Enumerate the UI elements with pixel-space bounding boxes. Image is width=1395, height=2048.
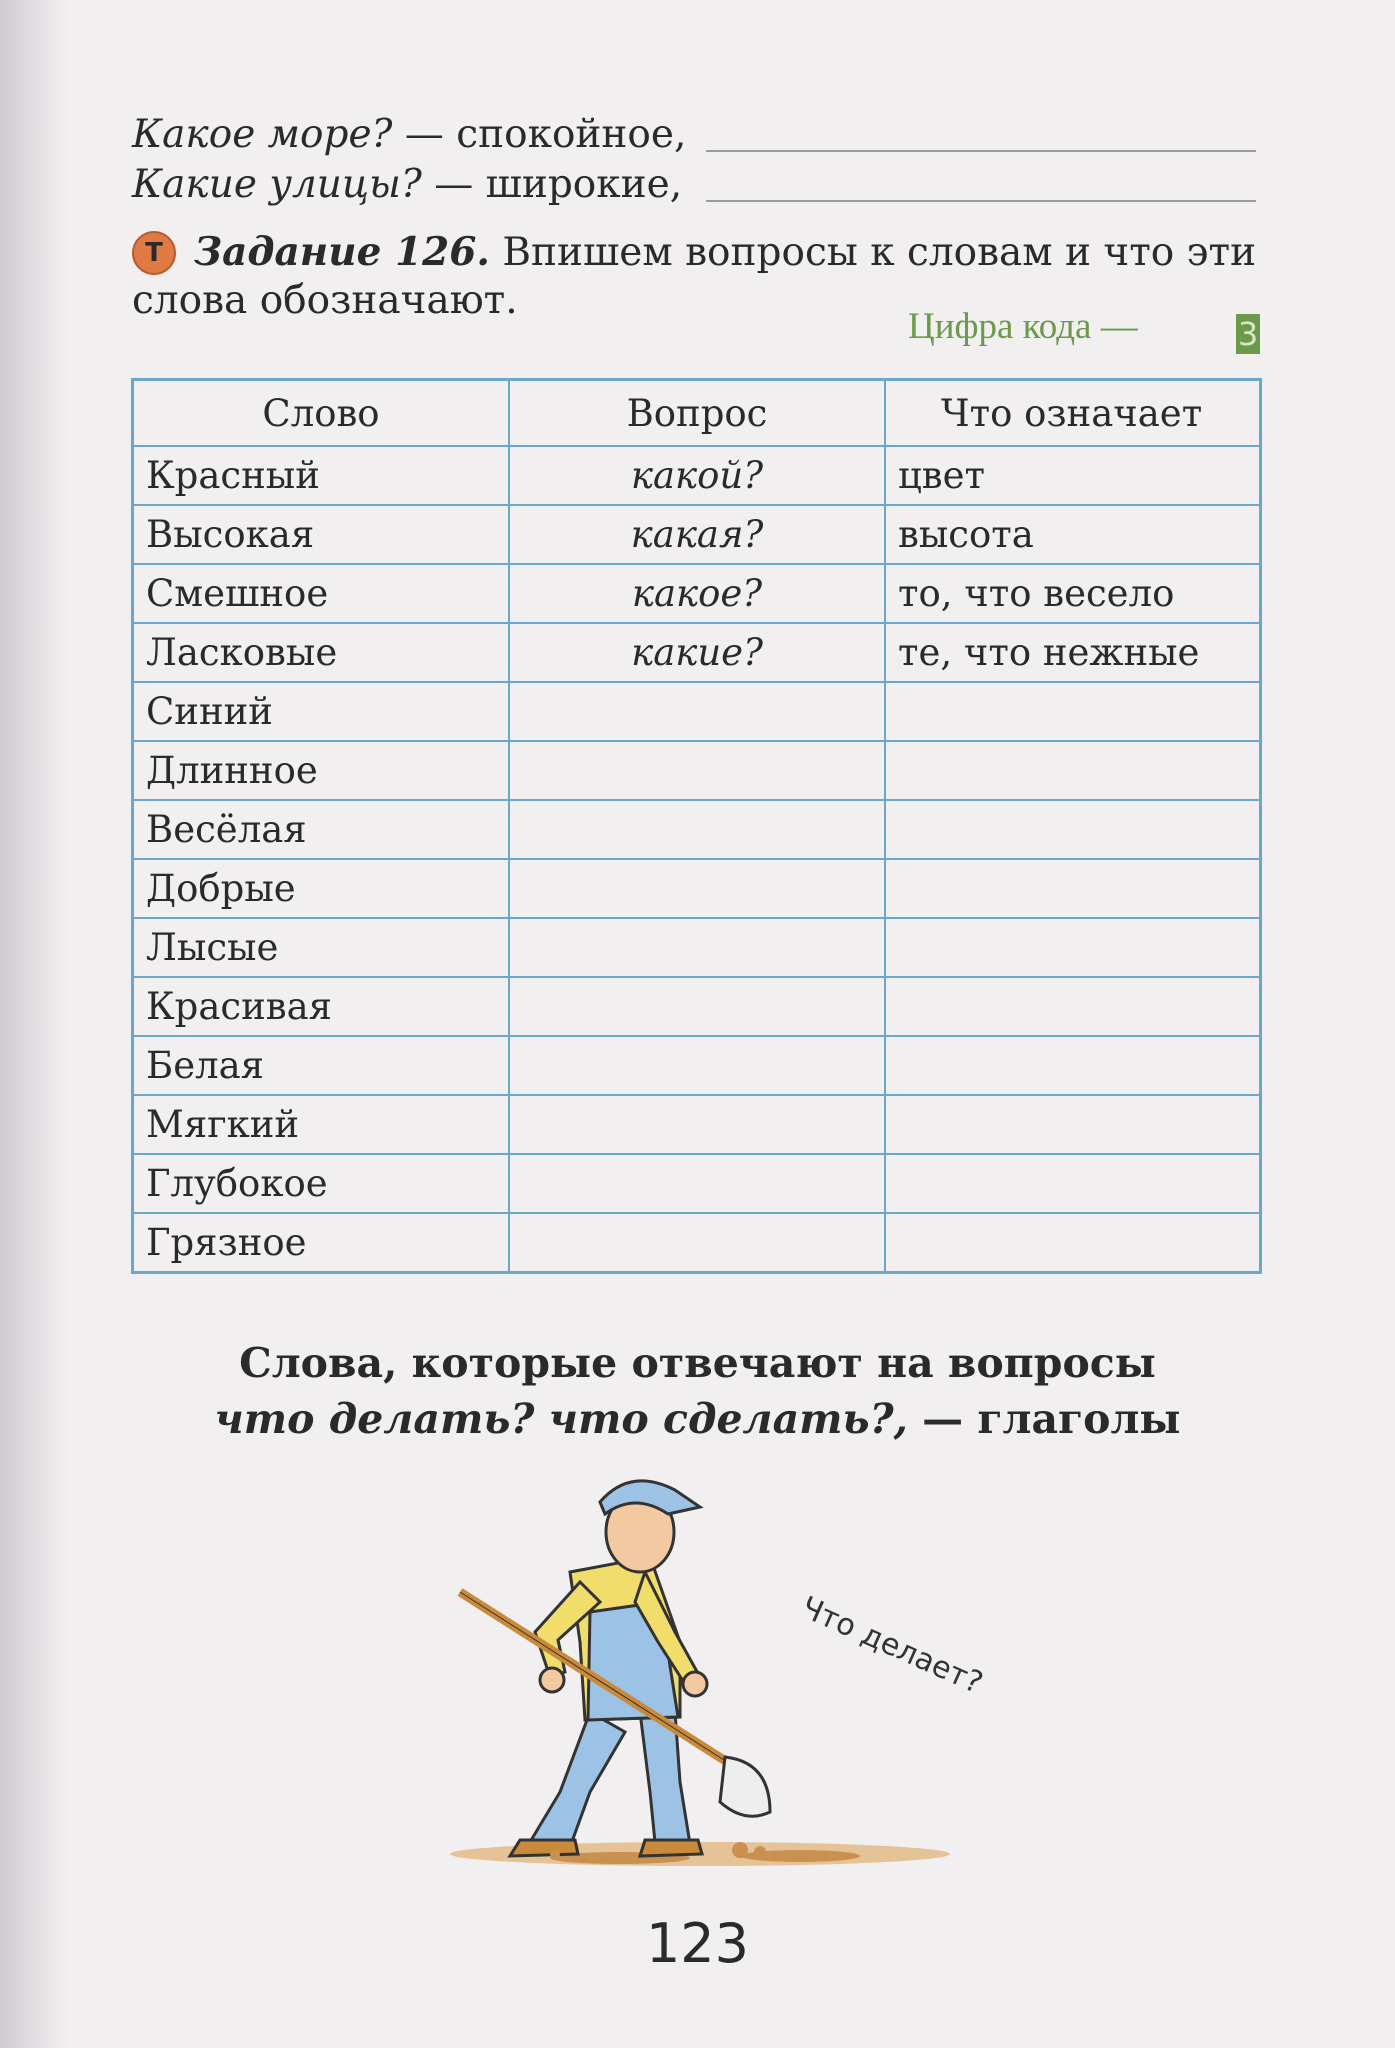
code-digit-box: 3: [1237, 315, 1259, 353]
meaning-cell[interactable]: [885, 977, 1261, 1036]
example-question: Какие улицы?: [132, 162, 422, 207]
meaning-cell[interactable]: [885, 800, 1261, 859]
question-cell[interactable]: [509, 1154, 885, 1213]
question-cell[interactable]: [509, 977, 885, 1036]
table-row: [133, 682, 1261, 741]
question-cell[interactable]: [509, 918, 885, 977]
table-row: [133, 564, 1261, 623]
table-row: [133, 859, 1261, 918]
table-row: [133, 918, 1261, 977]
table-row: [133, 1213, 1261, 1273]
table-row: [133, 623, 1261, 682]
question-cell[interactable]: какой?: [509, 446, 885, 505]
table-row: [133, 800, 1261, 859]
meaning-cell[interactable]: [885, 1095, 1261, 1154]
header-meaning: Что означает: [885, 380, 1261, 447]
question-cell[interactable]: какое?: [509, 564, 885, 623]
word-cell: Грязное: [133, 1213, 510, 1273]
example-answer: — широкие,: [434, 162, 683, 207]
table-row: [133, 1036, 1261, 1095]
question-cell[interactable]: [509, 1095, 885, 1154]
meaning-cell[interactable]: те, что нежные: [885, 623, 1261, 682]
table-row: [133, 741, 1261, 800]
answer-blank-line-2[interactable]: [706, 200, 1256, 202]
question-cell[interactable]: [509, 1036, 885, 1095]
meaning-cell[interactable]: [885, 1154, 1261, 1213]
word-cell: Синий: [133, 682, 510, 741]
question-cell[interactable]: какая?: [509, 505, 885, 564]
example-question: Какое море?: [132, 112, 393, 157]
word-cell: Ласковые: [133, 623, 510, 682]
question-cell[interactable]: [509, 682, 885, 741]
word-cell: Лысые: [133, 918, 510, 977]
page-gutter-shadow: [0, 0, 70, 2048]
meaning-cell[interactable]: то, что весело: [885, 564, 1261, 623]
word-cell: Мягкий: [133, 1095, 510, 1154]
rule-line-2: [0, 1391, 1395, 1447]
word-cell: Белая: [133, 1036, 510, 1095]
meaning-cell[interactable]: [885, 918, 1261, 977]
words-table: [131, 378, 1262, 1274]
rule-conclusion: — глаголы: [922, 1395, 1181, 1443]
question-cell[interactable]: [509, 741, 885, 800]
question-cell[interactable]: [509, 859, 885, 918]
task-type-badge: Т: [132, 231, 176, 275]
word-cell: Глубокое: [133, 1154, 510, 1213]
word-cell: Красный: [133, 446, 510, 505]
question-cell[interactable]: какие?: [509, 623, 885, 682]
header-question: Вопрос: [509, 380, 885, 447]
code-label: Цифра кода —: [908, 306, 1138, 347]
table-row: [133, 1154, 1261, 1213]
task-label: Задание 126.: [194, 229, 490, 275]
header-word: Слово: [133, 380, 510, 447]
example-line-2: [132, 162, 682, 207]
rule-questions: что делать? что сделать?,: [214, 1395, 908, 1443]
meaning-cell[interactable]: [885, 682, 1261, 741]
meaning-cell[interactable]: высота: [885, 505, 1261, 564]
table-row: [133, 977, 1261, 1036]
meaning-cell[interactable]: [885, 859, 1261, 918]
word-cell: Высокая: [133, 505, 510, 564]
meaning-cell[interactable]: [885, 1036, 1261, 1095]
word-cell: Длинное: [133, 741, 510, 800]
meaning-cell[interactable]: цвет: [885, 446, 1261, 505]
word-cell: Красивая: [133, 977, 510, 1036]
example-line-1: [132, 112, 686, 157]
rule-line-1: Слова, которые отвечают на вопросы: [239, 1339, 1156, 1387]
table-row: [133, 505, 1261, 564]
meaning-cell[interactable]: [885, 1213, 1261, 1273]
table-row: [133, 1095, 1261, 1154]
word-cell: Добрые: [133, 859, 510, 918]
page-number: 123: [645, 1912, 750, 1975]
meaning-cell[interactable]: [885, 741, 1261, 800]
table-header-row: [133, 380, 1261, 447]
task-text: Впишем вопросы к словам и что эти слова обозначают.: [132, 230, 1257, 323]
question-cell[interactable]: [509, 800, 885, 859]
illustration-caption: Что делает?: [795, 1590, 988, 1702]
table-row: [133, 446, 1261, 505]
word-cell: Весёлая: [133, 800, 510, 859]
example-answer: — спокойное,: [404, 112, 687, 157]
question-cell[interactable]: [509, 1213, 885, 1273]
answer-blank-line-1[interactable]: [706, 150, 1256, 152]
word-cell: Смешное: [133, 564, 510, 623]
